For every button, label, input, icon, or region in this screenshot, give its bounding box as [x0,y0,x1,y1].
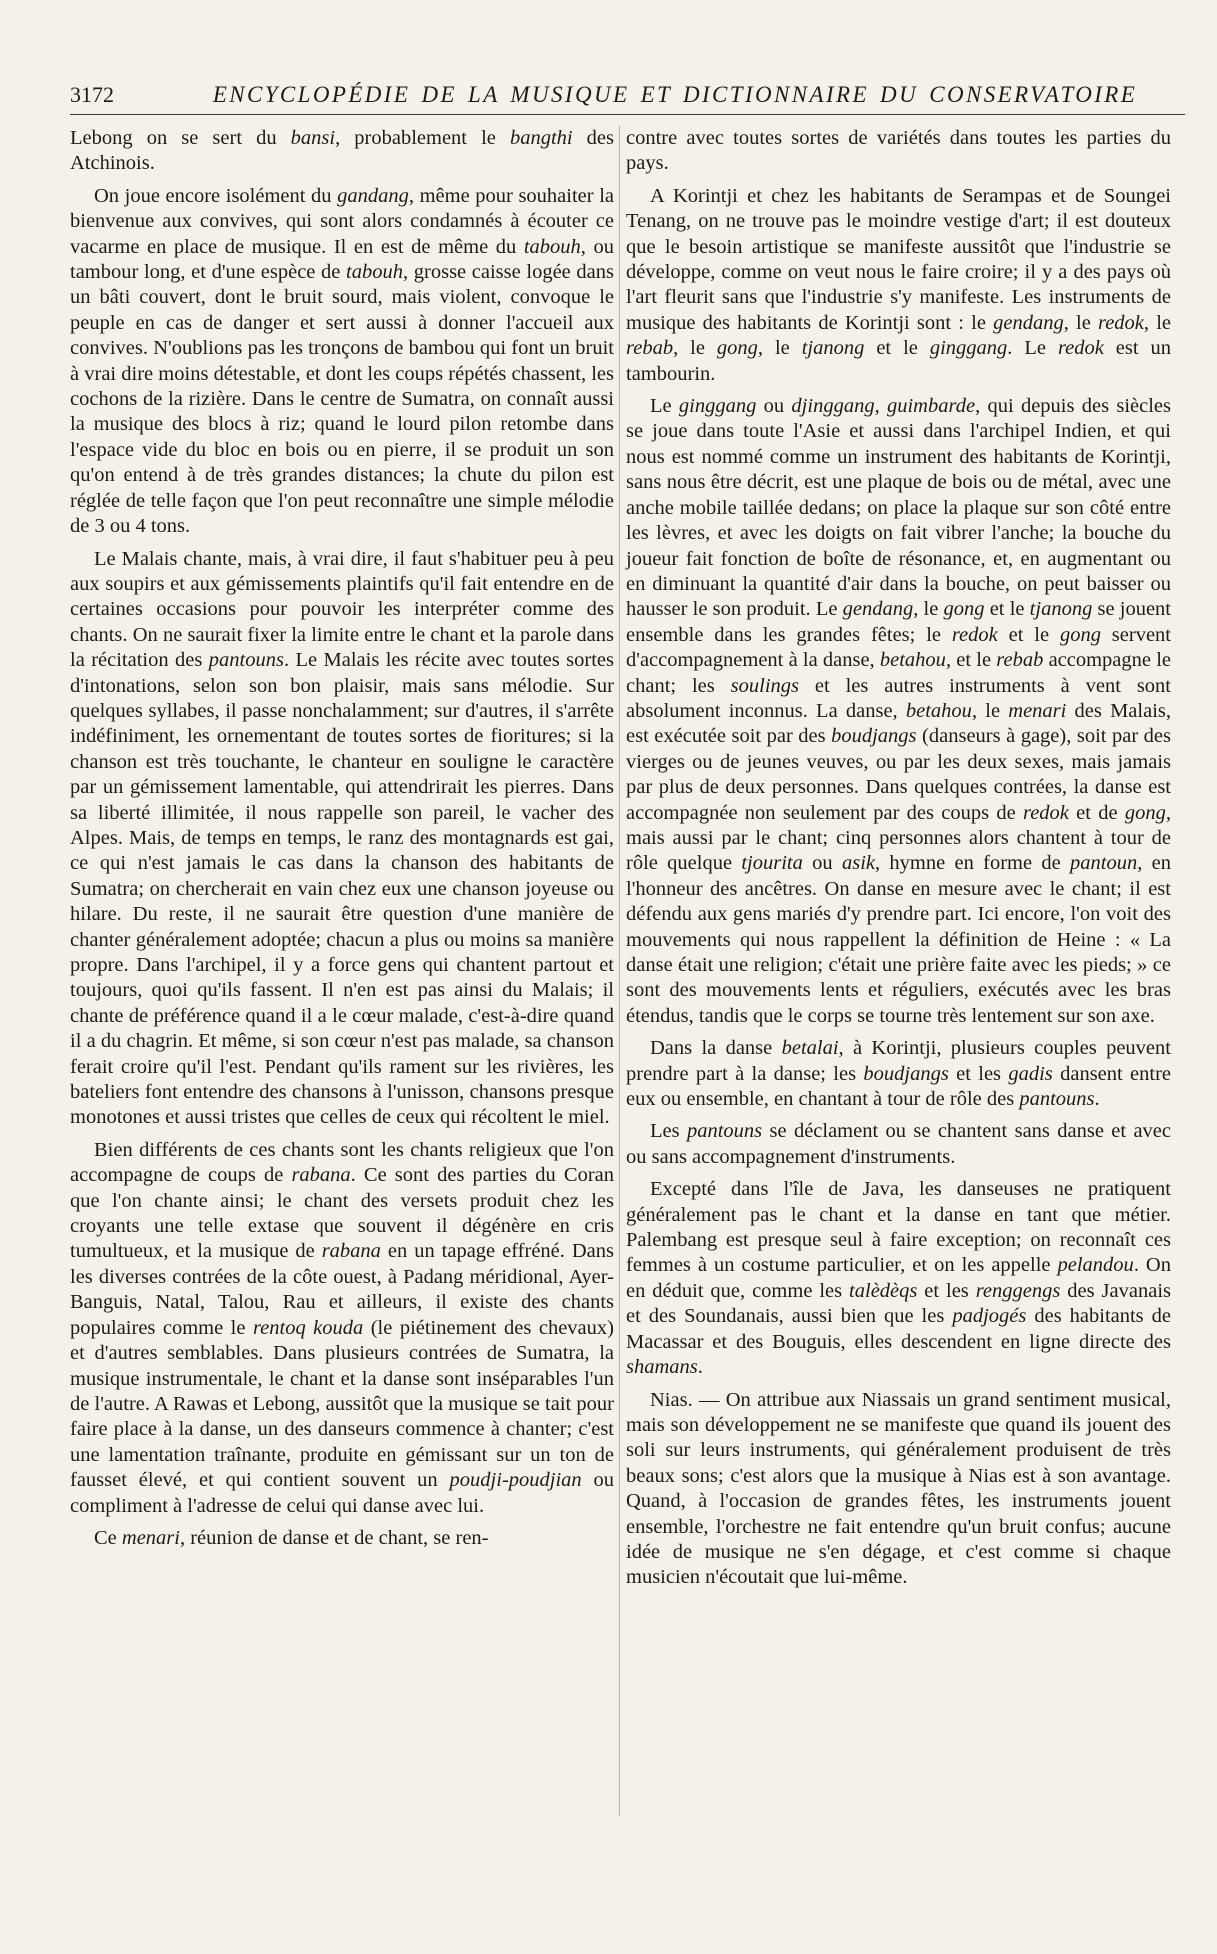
italic-term: djinggang [791,395,875,418]
right-column [626,126,1171,1591]
italic-term: pelandou [1057,1254,1134,1277]
italic-term: asik [841,852,875,875]
italic-term: talèdèqs [849,1279,918,1302]
italic-term: ginggang [678,395,757,418]
paragraph: On joue encore isolément du gandang, même pour souhaiter la bienvenue aux convives, qui sont alors condamnés à écouter ce vacarme en place de musique. Il en est de même du tabouh, ou tambour long, et d'une espèce de tabouh, grosse caisse logée dans un bâti couvert, dont le bruit sourd, mais violent, convoque le peuple en cas de danger et sert aussi à donner l'accueil aux convives. N'oublions pas les tronçons de bambou qui font un bruit à vrai dire moins détestable, et dont les coups répétés chassent, les cochons de la rizière. Dans le centre de Sumatra, on connaît aussi la musique des blocs à riz; quand le lourd pilon retombe dans l'espace vide du bloc en bois ou en pierre, il se produit un son qu'on entend à de très grandes distances; la chute du pilon est réglée de telle façon que l'on peut reconnaître une simple mélodie de 3 ou 4 tons. [70,184,614,538]
paragraph: Le ginggang ou djinggang, guimbarde, qui depuis des siècles se joue dans toute l'Asie et aussi dans l'archipel Indien, et qui nous est nommé comme un instrument des habitants de Korintji, sans nous être décrit, est une plaque de bois ou de métal, avec une anche mobile taillée dedans; on place la plaque sur son côté entre les lèvres, et avec les doigts on fait vibrer l'anche; la bouche du joueur fait fonction de boîte de résonance, et, en augmentant ou en diminuant la quantité d'air dans la bouche, on peut baisser ou hausser le son produit. Le gendang, le gong et le tjanong se jouent ensemble dans les grandes fêtes; le redok et le gong servent d'accompagnement à la danse, betahou, et le rebab accompagne le chant; les soulings et les autres instruments à vent sont absolument inconnus. La danse, betahou, le menari des Malais, est exécutée soit par des boudjangs (danseurs à gage), soit par des vierges ou de jeunes veuves, ou par les deux sexes, mais jamais par plus de deux personnes. Dans quelques contrées, la danse est accompagnée non seulement par des coups de redok et de gong, mais aussi par le chant; cinq personnes alors chantent à tour de rôle quelque tjourita ou asik, hymne en forme de pantoun, en l'honneur des ancêtres. On danse en mesure avec le chant; il est défendu aux gens mariés d'y prendre part. Ici encore, l'on voit des mouvements qui nous rappellent la définition de Heine : « La danse était une religion; c'était une prière faite avec les pieds; » ce sont des mouvements lents et réguliers, exécutés avec les bras étendus, tandis que le corps se tourne très lentement sur son axe. [626,395,1172,1027]
paragraph: A Korintji et chez les habitants de Serampas et de Soungei Tenang, on ne trouve pas le moindre vestige d'art; il est douteux que le besoin artistique se manifeste aussitôt que l'industrie se développe, comme on veut nous le faire croire; il y a des pays où l'art fleurit sans que l'industrie s'y manifeste. Les instruments de musique des habitants de Korintji sont : le gendang, le redok, le rebab, le gong, le tjanong et le ginggang. Le redok est un tambourin. [626,184,1172,385]
italic-term: betahou [879,649,946,672]
italic-term: pantouns [686,1120,763,1143]
italic-term: bangthi [509,127,573,149]
italic-term: rabana [321,1240,381,1263]
italic-term: betahou [905,699,972,722]
italic-term: gong [943,598,985,621]
italic-term: rebab [626,337,674,360]
italic-term: ginggang [929,337,1008,360]
italic-term: gandang [337,184,409,207]
italic-term: rabana [291,1164,351,1187]
running-header [70,80,1185,115]
italic-term: tjanong [801,337,865,360]
italic-term: bansi [290,127,336,149]
italic-term: redok [1022,801,1069,824]
paragraph: Lebong on se sert du bansi, probablement le bangthi des Atchinois. [70,127,614,175]
page-number: 3172 [70,82,114,107]
italic-term: tjourita [741,852,803,875]
italic-term: guimbarde [886,395,976,418]
italic-term: menari [1008,699,1067,722]
paragraph: contre avec toutes sortes de variétés dans toutes les parties du pays. [626,127,1171,175]
left-column [70,126,614,1551]
italic-term: redok [951,623,998,646]
paragraph: Dans la danse betalai, à Korintji, plusieurs couples peuvent prendre part à la danse; les boudjangs et les gadis dansent entre eux ou ensemble, en chantant à tour de rôle des pantouns. [626,1037,1171,1111]
italic-term: gong [1124,801,1166,824]
paragraph: Excepté dans l'île de Java, les danseuses ne pratiquent généralement pas le chant et la danse en tant que métier. Palembang est presque seul à faire exception; on reconnaît ces femmes à un costume particulier, et on les appelle pelandou. On en déduit que, comme les talèdèqs et les renggengs des Javanais et des Soundanais, aussi bien que les padjogés des habitants de Macassar et des Bouguis, elles descendent en ligne directe des shamans. [626,1178,1171,1379]
italic-term: pantouns [1019,1088,1095,1111]
italic-term: gong [1059,623,1101,646]
italic-term: gendang [993,311,1064,334]
column-divider [619,126,620,1816]
italic-term: boudjangs [831,725,917,748]
paragraph: Bien différents de ces chants sont les chants religieux que l'on accompagne de coups de rabana. Ce sont des parties du Coran que l'on chante ainsi; le chant des versets produit chez les croyants une telle extase que souvent il dégénère en cris tumultueux, et la musique de rabana en un tapage effréné. Dans les diverses contrées de la côte ouest, à Padang méridional, Ayer-Banguis, Natal, Talou, Rau et ailleurs, il existe des chants populaires comme le rentoq kouda (le piétinement des chevaux) et d'autres semblables. Dans plusieurs contrées de Sumatra, la musique instrumentale, le chant et la danse sont inséparables l'un de l'autre. A Rawas et Lebong, aussitôt que la musique se tait pour faire place à la danse, un des danseurs commence à chanter; c'est une lamentation traînante, produite en gémissant sur un ton de fausset élevé, et qui contient souvent un poudji-poudjian ou compliment à l'adresse de celui qui danse avec lui. [70,1138,615,1517]
italic-term: soulings [730,674,800,697]
italic-term: tabouh [523,235,581,258]
italic-term: pantouns [208,649,284,672]
italic-term: pantoun [1070,852,1138,875]
italic-term: gong [716,337,758,360]
italic-term: boudjangs [863,1062,949,1085]
italic-term: rentoq kouda [252,1316,364,1339]
italic-term: renggengs [975,1279,1061,1302]
italic-term: tabouh [346,261,403,284]
italic-term: padjogés [952,1305,1027,1328]
italic-term: gadis [1008,1062,1053,1085]
italic-term: shamans [626,1356,698,1379]
italic-term: poudji-poudjian [449,1469,582,1492]
italic-term: menari [121,1526,180,1549]
italic-term: tjanong [1029,598,1093,621]
italic-term: betalai [781,1037,839,1060]
running-title: ENCYCLOPÉDIE DE LA MUSIQUE ET DICTIONNAIRE DU CONSERVATOIRE [212,82,1138,107]
italic-term: gendang [842,598,914,621]
paragraph: Les pantouns se déclament ou se chantent sans danse et avec ou sans accompagnement d'instruments. [626,1120,1171,1168]
italic-term: rebab [996,649,1044,672]
paragraph: Ce menari, réunion de danse et de chant, se ren- [94,1526,489,1549]
italic-term: redok [1057,337,1104,360]
paragraph: Nias. — On attribue aux Niassais un grand sentiment musical, mais son développement ne se manifeste que quand ils jouent des soli sur leurs instruments, qui généralement produisent de très beaux sons; c'est alors que la musique à Nias est à son avantage. Quand, à l'occasion de grandes fêtes, les instruments jouent ensemble, l'orchestre ne fait entendre qu'un bruit confus; aucune idée de musique ne s'en dégage, et c'est comme si chaque musicien n'écoutait que lui-même. [626,1388,1171,1589]
italic-term: redok [1097,311,1144,334]
paragraph: Le Malais chante, mais, à vrai dire, il faut s'habituer peu à peu aux soupirs et aux gémissements plaintifs qu'il fait entendre en de certaines occasions pour pouvoir les interpréter comme des chants. On ne saurait fixer la limite entre le chant et la parole dans la récitation des pantouns. Le Malais les récite avec toutes sortes d'intonations, selon son bon plaisir, mais sans mélodie. Sur quelques syllabes, il passe nonchalamment; sur d'autres, il s'arrête indéfiniment, les ornementant de toutes sortes de fioritures; si la chanson est très touchante, le chanteur en souligne le caractère par un gémissement lamentable, qui attendrirait les pierres. Dans sa liberté illimitée, il nous rappelle son pareil, le vacher des Alpes. Mais, de temps en temps, le ranz des montagnards est gai, ce qui n'est jamais le cas dans la chanson des habitants de Sumatra; on chercherait en vain chez eux une chanson joyeuse ou hilare. Du reste, il ne saurait être question d'une manière de chanter généralement adoptée; chacun a plus ou moins sa manière propre. Dans l'archipel, il y a force gens qui chantent partout et toujours, quoi qu'ils fassent. Il n'en est pas ainsi du Malais; il chante de préférence quand il a le cœur malade, c'est-à-dire quand il a du chagrin. Et même, si son cœur n'est pas malade, sa chanson ferait croire qu'il l'est. Pendant qu'ils rament sur les rivières, les bateliers font entendre des chansons à l'unisson, chansons presque monotones et aussi tristes que celles de ceux qui récoltent le miel. [70,547,614,1129]
